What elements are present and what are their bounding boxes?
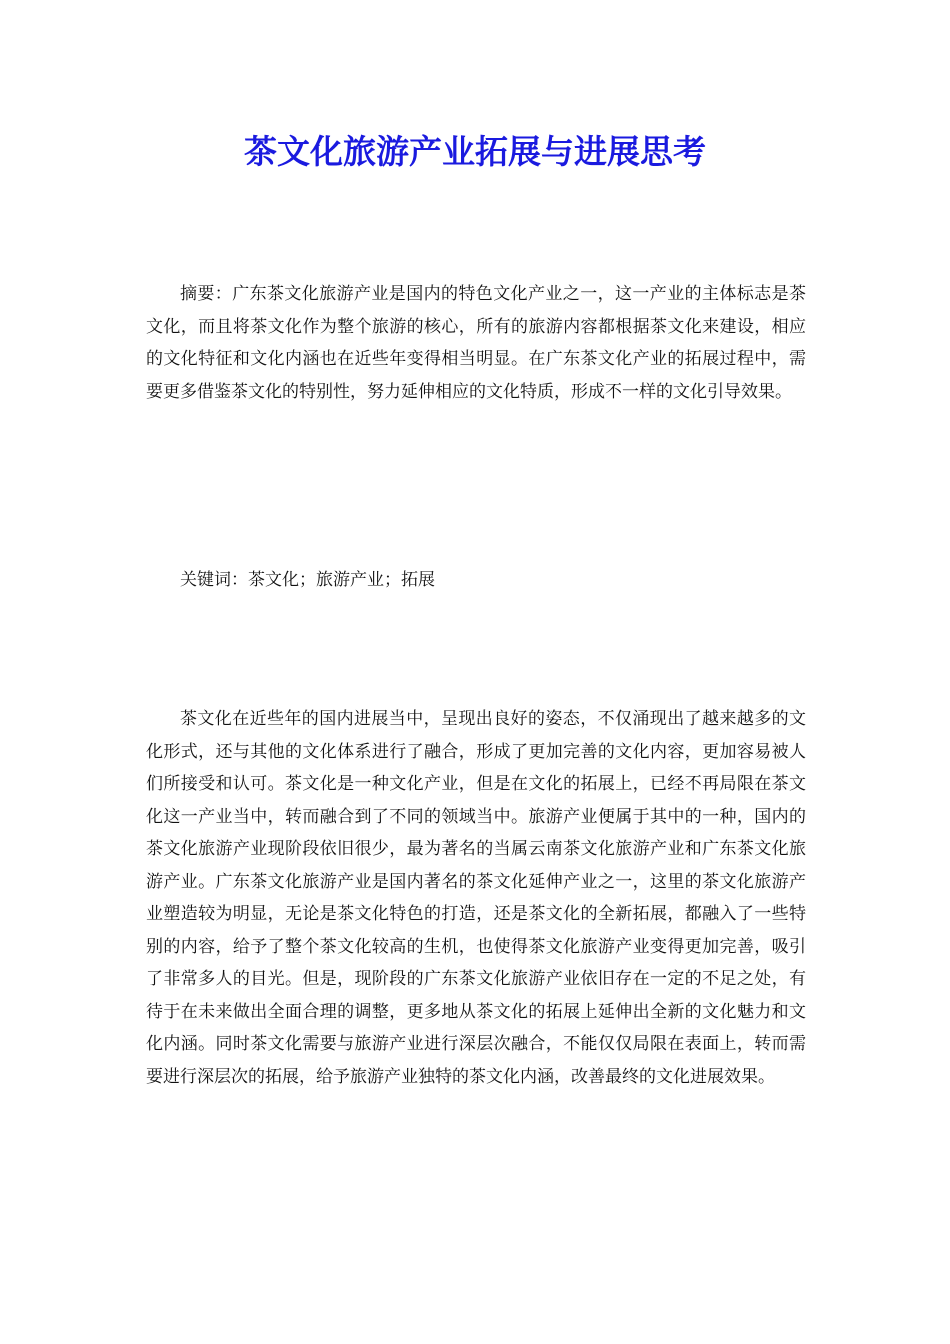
keywords-paragraph: 关键词：茶文化；旅游产业；拓展 <box>180 570 435 590</box>
body-paragraph: 茶文化在近些年的国内进展当中，呈现出良好的姿态，不仅涌现出了越来越多的文化形式，还与其他的文化体系进行了融合，形成了更加完善的文化内容，更加容易被人们所接受和认可。茶文化是一种文化产业，但是在文化的拓展上，已经不再局限在茶文化这一产业当中，转而融合到了不同的领域当中。旅游产业便属于其中的一种，国内的茶文化旅游产业现阶段依旧很少，最为著名的当属云南茶文化旅游产业和广东茶文化旅游产业。广东茶文化旅游产业是国内著名的茶文化延伸产业之一，这里的茶文化旅游产业塑造较为明显，无论是茶文化特色的打造，还是茶文化的全新拓展，都融入了一些特别的内容，给予了整个茶文化较高的生机，也使得茶文化旅游产业变得更加完善，吸引了非常多人的目光。但是，现阶段的广东茶文化旅游产业依旧存在一定的不足之处，有待于在未来做出全面合理的调整，更多地从茶文化的拓展上延伸出全新的文化魅力和文化内涵。同时茶文化需要与旅游产业进行深层次融合，不能仅仅局限在表面上，转而需要进行深层次的拓展，给予旅游产业独特的茶文化内涵，改善最终的文化进展效果。 <box>146 709 806 1087</box>
page-title: 茶文化旅游产业拓展与进展思考 <box>244 132 706 171</box>
abstract-paragraph: 摘要：广东茶文化旅游产业是国内的特色文化产业之一，这一产业的主体标志是茶文化，而且将茶文化作为整个旅游的核心，所有的旅游内容都根据茶文化来建设，相应的文化特征和文化内涵也在近些年变得相当明显。在广东茶文化产业的拓展过程中，需要更多借鉴茶文化的特别性，努力延伸相应的文化特质，形成不一样的文化引导效果。 <box>146 284 806 402</box>
